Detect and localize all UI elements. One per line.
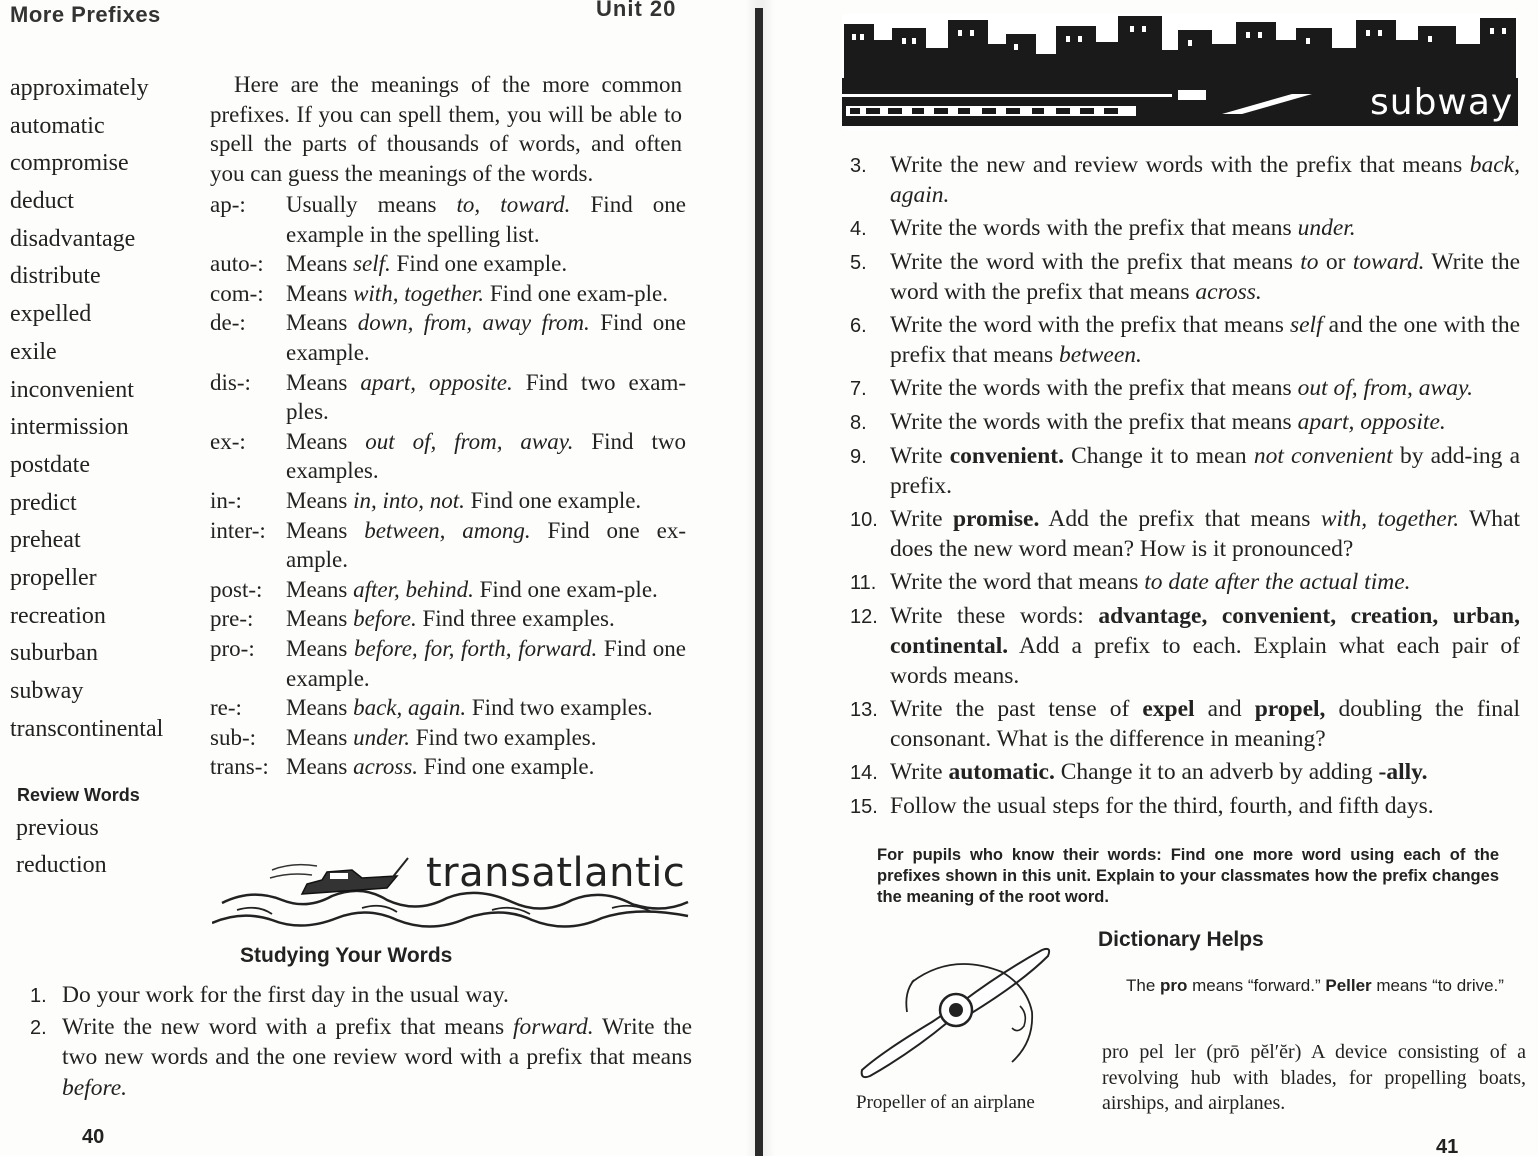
prefix-definition: Means before. Find three examples. [286, 606, 615, 632]
prefix-row [210, 693, 686, 723]
spelling-word: postdate [10, 451, 90, 478]
prefix-definition: Means after, behind. Find one exam-ple. [286, 576, 658, 602]
step-text: Follow the usual steps for the third, fourth, and fifth days. [890, 793, 1434, 819]
prefix-definition: Means out of, from, away. Find two examples. [286, 428, 686, 484]
exercise-step [850, 213, 1520, 244]
running-head: More Prefixes [10, 2, 161, 27]
prefix-term: de-: [210, 310, 246, 336]
step-number: 10. [850, 509, 878, 531]
step-number: 6. [850, 315, 867, 337]
review-word: previous [16, 815, 99, 841]
intro-paragraph [210, 70, 682, 188]
spelling-word: exile [10, 338, 57, 365]
prefix-term: pre-: [210, 606, 254, 632]
step-text: Write the new and review words with the prefix that means back, again. [890, 152, 1520, 208]
exercise-step [850, 601, 1520, 691]
step-number: 1. [30, 985, 47, 1007]
prefix-row [210, 752, 686, 782]
dictionary-entry: pro pel ler (prō pĕl′ĕr) A device consisting of a revolving hub with blades, for propelling boats, airships, and airplanes. [1102, 1041, 1526, 1114]
prefix-definition: Means before, for, forth, forward. Find one example. [286, 635, 686, 691]
step-text: Write automatic. Change it to an adverb by adding -ally. [890, 759, 1428, 785]
prefix-row [210, 427, 686, 486]
spelling-word: automatic [10, 112, 105, 139]
exercise-step [850, 504, 1520, 564]
step-number: 9. [850, 446, 867, 468]
step-text: Write the words with the prefix that means apart, opposite. [890, 409, 1446, 435]
prefix-definition: Means self. Find one example. [286, 251, 568, 277]
prefix-row [210, 604, 686, 634]
prefix-term: ex-: [210, 428, 246, 454]
prefix-definition: Means with, together. Find one exam-ple. [286, 280, 669, 306]
prefix-term: dis-: [210, 369, 251, 395]
spelling-word: disadvantage [10, 225, 136, 252]
page-number-left: 40 [82, 1126, 105, 1148]
prefix-row [210, 308, 686, 367]
step-number: 4. [850, 218, 867, 240]
spelling-word-list [10, 72, 200, 750]
spelling-word: inconvenient [10, 376, 134, 403]
step-text: Write the words with the prefix that means under. [890, 215, 1356, 241]
step-text: Write the word with the prefix that means self and the one with the prefix that means between. [890, 312, 1520, 368]
step-number: 8. [850, 412, 867, 434]
prefix-row [210, 249, 686, 279]
step-number: 14. [850, 762, 878, 784]
subway-label: subway [1370, 82, 1514, 123]
step-text: Write promise. Add the prefix that means with, together. What does the new word mean? How is it pronounced? [890, 506, 1520, 562]
review-word: reduction [16, 852, 107, 878]
step-number: 15. [850, 796, 878, 818]
prefix-term: trans-: [210, 754, 269, 780]
prefix-term: com-: [210, 280, 264, 306]
step-number: 2. [30, 1016, 47, 1039]
exercise-step [850, 310, 1520, 370]
studying-your-words-heading: Studying Your Words [240, 944, 453, 967]
step-text: Write the past tense of expel and propel, doubling the final consonant. What is the difference in meaning? [890, 696, 1520, 752]
transatlantic-label: transatlantic [426, 850, 686, 896]
prefix-definition: Means apart, opposite. Find two exam-ples. [286, 369, 686, 425]
spelling-word: recreation [10, 602, 106, 629]
prefix-row [210, 190, 686, 249]
prefix-term: re-: [210, 695, 242, 721]
exercise-step [850, 757, 1520, 788]
intro-text: Here are the meanings of the more common prefixes. If you can spell them, you will be able to spell the parts of thousands of words, and often you can guess the meanings of the words. [210, 72, 682, 186]
spelling-word: deduct [10, 188, 74, 215]
prefix-definition: Means back, again. Find two examples. [286, 695, 653, 721]
right-exercise-steps [850, 150, 1520, 825]
spelling-word: compromise [10, 150, 129, 177]
propeller-caption: Propeller of an airplane [856, 1092, 1035, 1113]
prefix-term: post-: [210, 576, 263, 602]
review-word-list [16, 812, 107, 886]
prefix-term: pro-: [210, 635, 255, 661]
step-text: Write the new word with a prefix that means forward. Write the two new words and the one review word with a prefix that means before. [62, 1013, 692, 1101]
step-number: 3. [850, 155, 867, 177]
dictionary-helps-heading: Dictionary Helps [1098, 928, 1264, 951]
exercise-step [850, 694, 1520, 754]
spelling-word: suburban [10, 640, 98, 667]
step-text: Do your work for the first day in the usual way. [62, 982, 509, 1008]
propeller-illustration [852, 942, 1062, 1092]
step-text: Write the word that means to date after the actual time. [890, 569, 1411, 595]
prefix-term: ap-: [210, 192, 246, 217]
prefix-definition: Means in, into, not. Find one example. [286, 487, 642, 513]
step-number: 13. [850, 699, 878, 721]
prefix-row [210, 279, 686, 309]
prefix-row [210, 368, 686, 427]
pupils-note: For pupils who know their words: Find one more word using each of the prefixes shown in this unit. Explain to your classmates how the prefix changes the meaning of the root word. [877, 846, 1499, 906]
spelling-word: subway [10, 678, 84, 704]
prefix-definitions [210, 190, 686, 782]
left-exercise-steps [30, 980, 692, 1103]
prefix-definition: Means between, among. Find one ex-ample. [286, 517, 686, 573]
spelling-word: expelled [10, 301, 92, 328]
prefix-row [210, 486, 686, 516]
spelling-word: predict [10, 489, 77, 516]
unit-head: Unit 20 [596, 0, 677, 21]
spelling-word: preheat [10, 527, 81, 554]
spelling-word: propeller [10, 564, 97, 591]
dictionary-etymology: The pro means “forward.” Peller means “to drive.” [1126, 976, 1504, 995]
step-text: Write these words: advantage, convenient, creation, urban, continental. Add a prefix to each. Explain what each pair of words means. [890, 603, 1520, 689]
prefix-term: in-: [210, 487, 242, 513]
step-number: 7. [850, 378, 867, 400]
exercise-step [850, 247, 1520, 307]
left-page [0, 0, 752, 1156]
prefix-term: inter-: [210, 517, 266, 543]
step-number: 12. [850, 606, 878, 628]
prefix-row [210, 634, 686, 693]
prefix-definition: Usually means to, toward. Find one example in the spelling list. [286, 192, 687, 247]
prefix-row [210, 723, 686, 753]
step-text: Write the word with the prefix that means to or toward. Write the word with the prefix that means across. [890, 249, 1521, 305]
review-words-heading: Review Words [17, 785, 140, 805]
exercise-step [850, 373, 1520, 404]
prefix-row [210, 575, 686, 605]
prefix-row [210, 516, 686, 575]
step-text: Write the words with the prefix that means out of, from, away. [890, 375, 1473, 401]
prefix-definition: Means down, from, away from. Find one example. [286, 310, 686, 365]
exercise-step [850, 567, 1520, 598]
exercise-step [30, 1012, 692, 1104]
exercise-step [850, 441, 1520, 501]
prefix-term: auto-: [210, 251, 264, 277]
page-number-right: 41 [1436, 1136, 1459, 1156]
step-number: 5. [850, 252, 867, 274]
exercise-step [30, 980, 692, 1012]
prefix-definition: Means across. Find one example. [286, 754, 595, 780]
spelling-word: intermission [10, 414, 129, 441]
spelling-word: approximately [10, 75, 149, 101]
spelling-word: transcontinental [10, 715, 164, 742]
step-text: Write convenient. Change it to mean not convenient by add-ing a prefix. [890, 443, 1521, 499]
book-gutter [755, 8, 763, 1156]
step-number: 11. [850, 572, 877, 594]
exercise-step [850, 150, 1520, 210]
prefix-definition: Means under. Find two examples. [286, 724, 597, 750]
exercise-step [850, 791, 1520, 822]
prefix-term: sub-: [210, 724, 256, 750]
exercise-step [850, 407, 1520, 438]
spelling-word: distribute [10, 263, 101, 290]
